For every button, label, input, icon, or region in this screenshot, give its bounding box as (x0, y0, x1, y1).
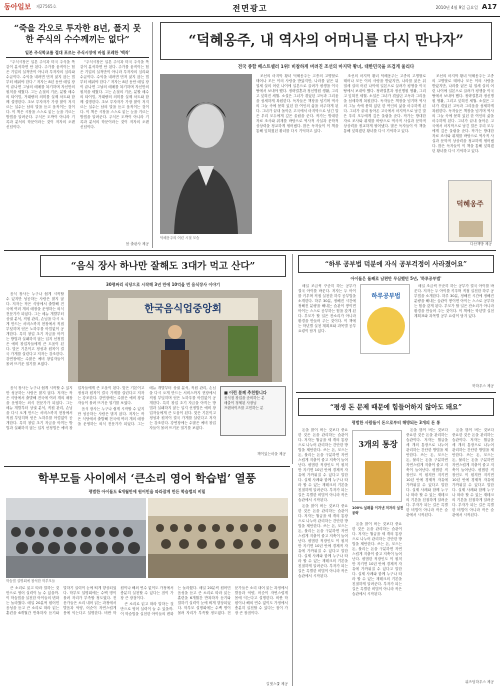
recommendation-item: 프랜차이즈를 고민하는 분 (224, 406, 264, 410)
article2-byline: 다산책방 제공 (470, 242, 492, 246)
recommendation-item: 매출이 정체된 사장님 (224, 401, 257, 405)
article6-photo-caption: 학습법 설명회에 참석한 학부모들 (6, 579, 56, 583)
column-divider (152, 22, 153, 248)
article1-rule (6, 57, 149, 58)
hall-illustration (148, 498, 288, 578)
article2-body: 조선의 마지막 황녀 덕혜옹주는 고종의 고명딸로 태어나 모든 이의 사랑을 받았지만, 나라를 잃은 뒤 열세 살의 어린 나이에 일본으로 끌려가 평생을 이국땅에서 보내야 했다. 정략결혼과 정신병원 생활, 그리고 잊혀진 세월. 소설은 그녀가 겪었던 고독과 그리움을 섬세하게 복원한다. 독자들은 책장을 넘기며 역사의 그늘 속에 묻혀 있던 한 여인의 삶을 마주하게 된다. 그녀가 끝내 돌아온 고국에서 마지막으로 남긴 말은 우리 모두에게 깊은 울림을 준다. 작가는 방대한 자료 조사와 취재를 바탕으로 역사적 사실과 문학적 상상력을 정교하게 엮어냈다. 많은 독자들이 이 책을 통해 잊혀졌던 황녀를 다시 기억하고 있다. 조선의 마지막 황녀 덕혜옹주는 고종의 고명딸로 태어나 모든 이의 사랑을 받았지만, 나라를 잃은 뒤 열세 살의 어린 나이에 일본으로 끌려가 평생을 이국땅에서 보내야 했다. 정략결혼과 정신병원 생활, 그리고 잊혀진 세월. 소설은 그녀가 겪었던 고독과 그리움을 섬세하게 복원한다. 독자들은 책장을 넘기며 역사의 그늘 속에 묻혀 있던 한 여인의 삶을 마주하게 된다. 그녀가 끝내 돌아온 고국에서 마지막으로 남긴 말은 우리 모두에게 깊은 울림을 준다. 작가는 방대한 자료 조사와 취재를 바탕으로 역사적 사실과 문학적 상상력을 정교하게 엮어냈다. 많은 독자들이 이 책을 통해 잊혀졌던 황녀를 다시 기억하고 있다. (256, 74, 426, 133)
article2-subhead: 전국 종합 베스트셀러 1위! 비참하게 버려진 조선의 마지막 황녀, 대한민국을 뜨겁게 울리다 (237, 65, 415, 70)
book-title: 3개의 통장 (358, 439, 398, 449)
section-title: 전면광고 (232, 4, 268, 13)
article3-body-left: 음식 장사는 누구나 쉽게 시작할 수 있지만 성공하는 사람은 많지 않다. 저자는 작은 식당에서 출발해 전국에 여러 개의 매장을 운영하는 외식 전문가가 되었다. 그는 메뉴 개발부터 상권 분석, 직원 관리, 손님을 다시 오게 만드는 서비스까지 현장에서 직접 부딪히며 얻은 노하우를 아낌없이 공개한다. 특히 창업 초기 자금을 아끼는 방법과 실패하지 않는 입지 선정법은 예비 창업자들에게 큰 도움이 된다. 맛은 기본이고 정성과 원칙이 결국 가게를 살린다고 저자는 강조한다. 강연장에는 수많은 예비 창업자들이 몰려 뜨거운 열기를 보였다. (6, 292, 64, 366)
issue-number: 제27565호 (36, 4, 57, 9)
masthead (0, 0, 500, 17)
article5-byline: 위즈덤하우스 제공 (465, 680, 494, 684)
book-cover-art (365, 461, 391, 495)
horizontal-divider-2 (296, 392, 496, 393)
article4-subhead: 아이들은 둘째로 남편만 무심했던 5년, '하루공부법' (350, 276, 442, 281)
article2-sidebar-text: 조선의 마지막 황녀 덕혜옹주는 고종의 고명딸로 태어나 모든 이의 사랑을 받았지만, 나라를 잃은 뒤 열세 살의 어린 나이에 일본으로 끌려가 평생을 이국땅에서 보내야 했다. 정략결혼과 정신병원 생활, 그리고 잊혀진 세월. 소설은 그녀가 겪었던 고독과 그리움을 섬세하게 복원한다. 독자들은 책장을 넘기며 역사의 그늘 속에 묻혀 있던 한 여인의 삶을 마주하게 된다. 그녀가 끝내 돌아온 고국에서 마지막으로 남긴 말은 우리 모두에게 깊은 울림을 준다. 작가는 방대한 자료 조사와 취재를 바탕으로 역사적 사실과 문학적 상상력을 정교하게 엮어냈다. 많은 독자들이 이 책을 통해 잊혀졌던 황녀를 다시 기억하고 있다. (432, 74, 494, 153)
horizontal-divider-1 (4, 250, 496, 251)
parents-seminar-photo (6, 498, 146, 578)
article4-body-right: 매일 조금씩 꾸준히 하는 공부가 결국 아이를 바꾼다. 저자는 두 아이를 키우며 직접 실천한 하루 공부법을 소개한다. 하루 30분, 정해진 시간에 정해진 분량을 해내는 습관이 쌓이면 아이는 스스로 공부하는 힘을 갖게 된다. 부모가 할 일은 잔소리가 아니라 환경을 만들어 주는 것이다. 이 책에는 학년별 실천 계획표와 과목별 공부 요령이 담겨 있다. (414, 284, 494, 318)
article1-headline: “죽을 각오로 투자한 8년, 폴지 못한 주식의 수수께끼는 없다” (13, 24, 142, 45)
book-cover-art (459, 221, 483, 237)
article1-body: “주식시장은 일본 주식과 미국 주식을 똑같이 분석하면 안 된다. 주가를 움직이는 힘은 기업의 실적만이 아니라 투자자의 심리와 수급이다. 수익을 내려면 먼저 잃지 않는 법부터 배워야 한다.” 저자는 8년 동안 매일 장이 끝나면 그날의 매매를 복기하며 자신만의 원칙을 세웠다. 그는 손절의 기준, 분할 매수의 타이밍, 거래량의 의미를 실제 차트와 함께 설명한다. 초보 투자자가 가장 많이 저지르는 실수는 남의 말을 듣고 움직이는 것이다. 이 책은 시장을 스스로 읽는 눈을 기르는 방법을 알려준다. 주식은 도박이 아니라 기록과 분석의 학문이라는 것이 저자의 오랜 신념이다. “주식시장은 일본 주식과 미국 주식을 똑같이 분석하면 안 된다. 주가를 움직이는 힘은 기업의 실적만이 아니라 투자자의 심리와 수급이다. 수익을 내려면 먼저 잃지 않는 법부터 배워야 한다.” 저자는 8년 동안 매일 장이 끝나면 그날의 매매를 복기하며 자신만의 원칙을 세웠다. 그는 손절의 기준, 분할 매수의 타이밍, 거래량의 의미를 실제 차트와 함께 설명한다. 초보 투자자가 가장 많이 저지르는 실수는 남의 말을 듣고 움직이는 것이다. 이 책은 시장을 스스로 읽는 눈을 기르는 방법을 알려준다. 주식은 도박이 아니라 기록과 분석의 학문이라는 것이 저자의 오랜 신념이다. (6, 60, 149, 129)
column-divider-3 (292, 468, 293, 686)
article5-headline: “평생 돈 문제 때문에 힘들어하지 않아도 돼요” (330, 403, 462, 411)
article5-badge: 100% 실패를 이겨낸 저자의 실전 공략 (352, 506, 404, 515)
article4-body-left: 매일 조금씩 꾸준히 하는 공부가 결국 아이를 바꾼다. 저자는 두 아이를 키우며 직접 실천한 하루 공부법을 소개한다. 하루 30분, 정해진 시간에 정해진 분량을 해내는 습관이 쌓이면 아이는 스스로 공부하는 힘을 갖게 된다. 부모가 할 일은 잔소리가 아니라 환경을 만들어 주는 것이다. 이 책에는 학년별 실천 계획표와 과목별 공부 요령이 담겨 있다. (298, 284, 356, 333)
article1-subhead: 일본 주식학교를 절대 포르는 주식시장에 바칠 포레한 '백작' (25, 50, 130, 55)
article2-headline: “덕혜옹주, 내 역사의 어머니를 다시 만나자” (188, 33, 464, 49)
article3-body: 음식 장사는 누구나 쉽게 시작할 수 있지만 성공하는 사람은 많지 않다. 저자는 작은 식당에서 출발해 전국에 여러 개의 매장을 운영하는 외식 전문가가 되었다. 그는 메뉴 개발부터 상권 분석, 직원 관리, 손님을 다시 오게 만드는 서비스까지 현장에서 직접 부딪히며 얻은 노하우를 아낌없이 공개한다. 특히 창업 초기 자금을 아끼는 방법과 실패하지 않는 입지 선정법은 예비 창업자들에게 큰 도움이 된다. 맛은 기본이고 정성과 원칙이 결국 가게를 살린다고 저자는 강조한다. 강연장에는 수많은 예비 창업자들이 몰려 뜨거운 열기를 보였다. 음식 장사는 누구나 쉽게 시작할 수 있지만 성공하는 사람은 많지 않다. 저자는 작은 식당에서 출발해 전국에 여러 개의 매장을 운영하는 외식 전문가가 되었다. 그는 메뉴 개발부터 상권 분석, 직원 관리, 손님을 다시 오게 만드는 서비스까지 현장에서 직접 부딪히며 얻은 노하우를 아낌없이 공개한다. 특히 창업 초기 자금을 아끼는 방법과 실패하지 않는 입지 선정법은 예비 창업자들에게 큰 도움이 된다. 맛은 기본이고 정성과 원칙이 결국 가게를 살린다고 저자는 강조한다. 강연장에는 수많은 예비 창업자들이 몰려 뜨거운 열기를 보였다. (6, 386, 216, 430)
article5-subhead: 평범한 사람들이 돈으로부터 해방되는 3개의 돈 통 (351, 420, 441, 425)
book-title: 하루공부법 (371, 293, 401, 300)
money-book-cover (352, 430, 402, 502)
seminar-hall-photo (148, 498, 288, 578)
deokhye-book-cover (448, 180, 492, 242)
article6-body: 큰 소리로 읽고 따라 말하는 것만으로 영어 실력이 늘 수 있을까. 이 학습법을 실천한 아이들의 변화는 놀라웠다. 매일 20분씩 원어민 음성을 듣고 큰 소리로 따라 읽는 훈련을 6개월간 반복하자 듣기와 말하기 실력이 눈에 띄게 향상되었다. 학부모 설명회에는 수백 명이 몰려 자리가 부족할 정도였다. 전문가들은 소리 내어 읽는 과정에서 발음과 억양, 어순이 자연스럽게 몸에 익는다고 설명한다. 비싼 학원이나 해외 연수 없이도 가정에서 충분히 실천할 수 있다는 점이 가장 큰 장점이다. 큰 소리로 읽고 따라 말하는 것만으로 영어 실력이 늘 수 있을까. 이 학습법을 실천한 아이들의 변화는 놀라웠다. 매일 20분씩 원어민 음성을 듣고 큰 소리로 따라 읽는 훈련을 6개월간 반복하자 듣기와 말하기 실력이 눈에 띄게 향상되었다. 학부모 설명회에는 수백 명이 몰려 자리가 부족할 정도였다. 전문가들은 소리 내어 읽는 과정에서 발음과 억양, 어순이 자연스럽게 몸에 익는다고 설명한다. 비싼 학원이나 해외 연수 없이도 가정에서 충분히 실천할 수 있다는 점이 가장 큰 장점이다. (6, 586, 288, 616)
article3-headline: “음식 장사 하나만 잘해도 3대가 먹고 산다” (70, 261, 256, 272)
book-title: 덕혜옹주 (456, 199, 484, 208)
article1-byline: 봄 출판사 제공 (125, 242, 149, 246)
article4-headline: “하루 공부법 덕분에 자식 공부걱정이 사라졌어요” (325, 260, 467, 268)
recommendation-box (220, 386, 286, 436)
recommendation-item: 음식점 창업을 준비하는 분 (224, 396, 265, 400)
article6-subhead: 평범한 아이들도 6개월만에 원어민을 따라잡게 만든 학습법의 비밀 (88, 489, 206, 494)
audience-illustration (6, 498, 146, 578)
article3-byline: 책이있는마을 제공 (257, 452, 286, 456)
article6-headline: 학부모들 사이에서 ‘큰소리 영어 학습법’ 열풍 (37, 472, 257, 485)
publication-date: 2010년 4월 9일 금요일 (435, 5, 478, 10)
article6-byline: 길벗스쿨 제공 (266, 682, 288, 686)
study-book-cover (360, 284, 410, 354)
seminar-stage-photo (68, 290, 282, 382)
page-number: A17 (481, 3, 497, 11)
column-divider-2 (292, 254, 293, 464)
article5-body-middle: 돈을 많이 버는 것보다 중요한 것은 돈을 관리하는 습관이다. 저자는 월급을 세 개의 통장으로 나누어 관리하는 간단한 방법을 제안한다. 쓰는 돈, 모으는 돈, 불리는 돈을 구분하면 자연스럽게 지출이 줄고 저축이 늘어난다. 평범한 직장인도 이 원칙만 지키면 10년 안에 경제적 자유에 가까워질 수 있다고 말한다. 실제 사례와 함께 누구나 따라 할 수 있는 재테크의 기본을 친절하게 알려준다. 부자가 되는 길은 특별한 비법이 아니라 작은 습관에서 시작된다. (352, 522, 402, 596)
article2-photo-caption: 덕혜옹주의 어린 시절 모습 (160, 236, 200, 240)
portrait-illustration (160, 74, 252, 234)
horizontal-divider-3 (4, 466, 290, 467)
newspaper-logo: 동아일보 (4, 2, 32, 11)
deokhye-portrait-photo (160, 74, 252, 234)
seminar-banner-text: 한국음식업중앙회 (144, 304, 222, 315)
recommendation-box-title: ■ 이런 분께 추천합니다 (224, 390, 267, 395)
article5-body-right: 돈을 많이 버는 것보다 중요한 것은 돈을 관리하는 습관이다. 저자는 월급을 세 개의 통장으로 나누어 관리하는 간단한 방법을 제안한다. 쓰는 돈, 모으는 돈, 불리는 돈을 구분하면 자연스럽게 지출이 줄고 저축이 늘어난다. 평범한 직장인도 이 원칙만 지키면 10년 안에 경제적 자유에 가까워질 수 있다고 말한다. 실제 사례와 함께 누구나 따라 할 수 있는 재테크의 기본을 친절하게 알려준다. 부자가 되는 길은 특별한 비법이 아니라 작은 습관에서 시작된다. 돈을 많이 버는 것보다 중요한 것은 돈을 관리하는 습관이다. 저자는 월급을 세 개의 통장으로 나누어 관리하는 간단한 방법을 제안한다. 쓰는 돈, 모으는 돈, 불리는 돈을 구분하면 자연스럽게 지출이 줄고 저축이 늘어난다. 평범한 직장인도 이 원칙만 지키면 10년 안에 경제적 자유에 가까워질 수 있다고 말한다. 실제 사례와 함께 누구나 따라 할 수 있는 재테크의 기본을 친절하게 알려준다. 부자가 되는 길은 특별한 비법이 아니라 작은 습관에서 시작된다. (406, 428, 494, 517)
article4-byline: 북하우스 제공 (472, 384, 494, 388)
article3-subhead: 30평짜리 식당으로 시작해 3년 만에 10억을 번 음식장사 이야기 (106, 282, 220, 287)
book-cover-art (367, 307, 405, 345)
article5-body-left: 돈을 많이 버는 것보다 중요한 것은 돈을 관리하는 습관이다. 저자는 월급을 세 개의 통장으로 나누어 관리하는 간단한 방법을 제안한다. 쓰는 돈, 모으는 돈, 불리는 돈을 구분하면 자연스럽게 지출이 줄고 저축이 늘어난다. 평범한 직장인도 이 원칙만 지키면 10년 안에 경제적 자유에 가까워질 수 있다고 말한다. 실제 사례와 함께 누구나 따라 할 수 있는 재테크의 기본을 친절하게 알려준다. 부자가 되는 길은 특별한 비법이 아니라 작은 습관에서 시작된다. 돈을 많이 버는 것보다 중요한 것은 돈을 관리하는 습관이다. 저자는 월급을 세 개의 통장으로 나누어 관리하는 간단한 방법을 제안한다. 쓰는 돈, 모으는 돈, 불리는 돈을 구분하면 자연스럽게 지출이 줄고 저축이 늘어난다. 평범한 직장인도 이 원칙만 지키면 10년 안에 경제적 자유에 가까워질 수 있다고 말한다. 실제 사례와 함께 누구나 따라 할 수 있는 재테크의 기본을 친절하게 알려준다. 부자가 되는 길은 특별한 비법이 아니라 작은 습관에서 시작된다. (298, 428, 348, 578)
